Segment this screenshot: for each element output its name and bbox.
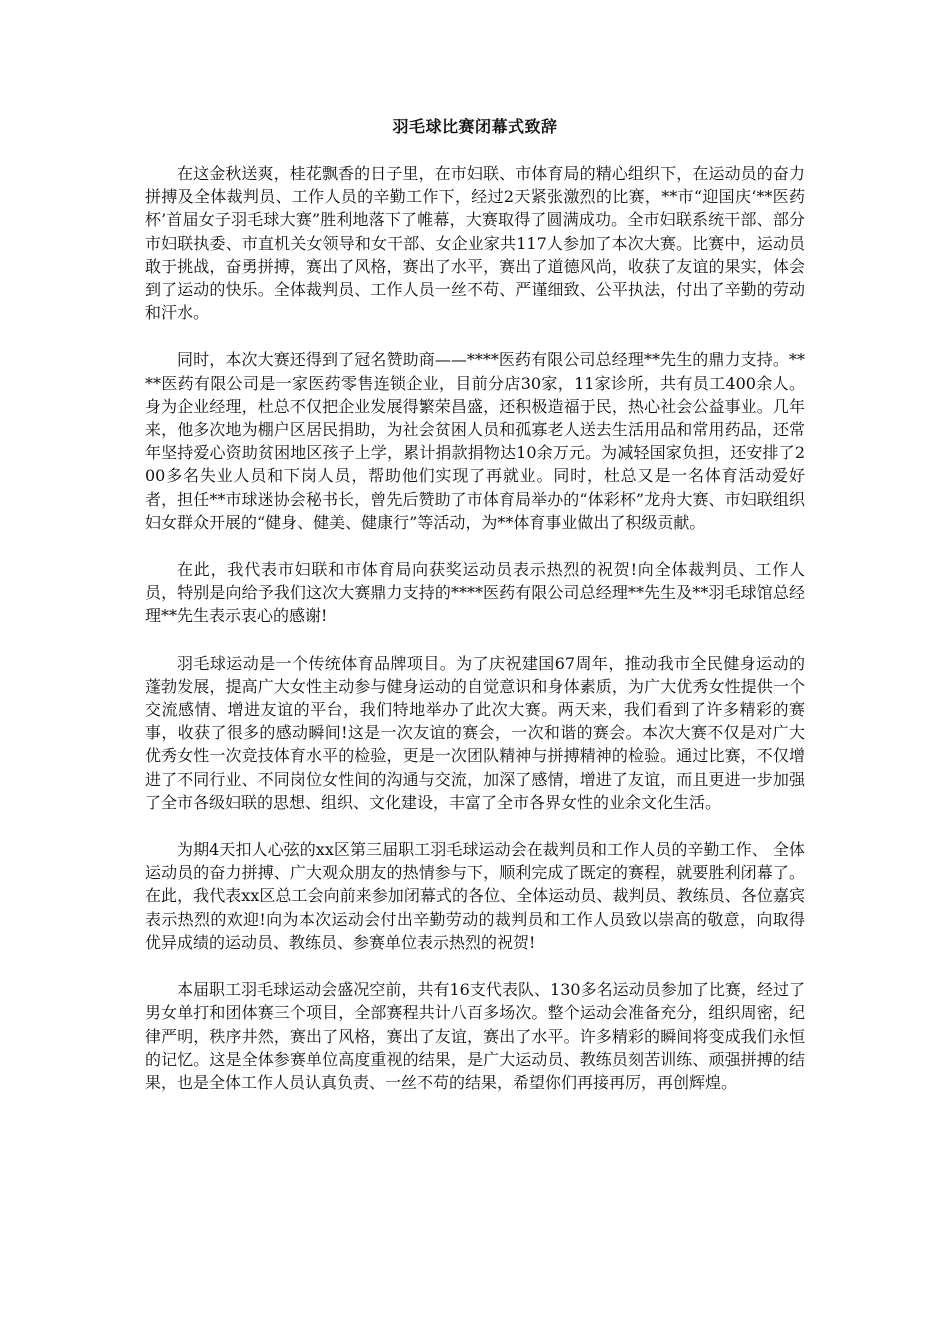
paragraph-significance: 羽毛球运动是一个传统体育品牌项目。为了庆祝建国67周年，推动我市全民健身运动的蓬勃发展，提高广大女性主动参与健身运动的自觉意识和身体素质，为广大优秀女性提供一个交流感情、增进友谊的平台，我们特地举办了此次大赛。两天来，我们看到了许多精彩的赛事，收获了很多的感动瞬间!这是一次友谊的赛会，一次和谐的赛会。本次大赛不仅是对广大优秀女性一次竞技体育水平的检验，更是一次团队精神与拼搏精神的检验。通过比赛，不仅增进了不同行业、不同岗位女性间的沟通与交流，加深了感情，增进了友谊，而且更进一步加强了全市各级妇联的思想、组织、文化建设，丰富了全市各界女性的业余文化生活。 [145, 653, 805, 812]
paragraph-sponsor: 同时，本次大赛还得到了冠名赞助商——****医药有限公司总经理**先生的鼎力支持。****医药有限公司是一家医药零售连锁企业，目前分店30家，11家诊所，共有员工400余人。身为企业经理，杜总不仅把企业发展得繁荣昌盛，还积极造福于民，热心社会公益事业。几年来，他多次地为棚户区居民捐助，为社会贫困人员和孤寡老人送去生活用品和常用药品，还常年坚持爱心资助贫困地区孩子上学，累计捐款捐物达10余万元。为减轻国家负担，还安排了200多名失业人员和下岗人员，帮助他们实现了再就业。同时，杜总又是一名体育活动爱好者，担任**市球迷协会秘书长，曾先后赞助了市体育局举办的“体彩杯”龙舟大赛、市妇联组织妇女群众开展的“健身、健美、健康行”等活动，为**体育事业做出了积级贡献。 [145, 350, 805, 532]
paragraph-thanks: 在此，我代表市妇联和市体育局向获奖运动员表示热烈的祝贺!向全体裁判员、工作人员，特别是向给予我们这次大赛鼎力支持的****医药有限公司总经理**先生及**羽毛球馆总经理**先生表示衷心的感谢! [145, 560, 805, 626]
document-title: 羽毛球比赛闭幕式致辞 [392, 117, 558, 136]
document-body [145, 162, 805, 1118]
paragraph-summary: 本届职工羽毛球运动会盛况空前，共有16支代表队、130多名运动员参加了比赛，经过了男女单打和团体赛三个项目，全部赛程共计八百多场次。整个运动会准备充分，组织周密，纪律严明，秩序井然，赛出了风格，赛出了友谊，赛出了水平。许多精彩的瞬间将变成我们永恒的记忆。这是全体参赛单位高度重视的结果，是广大运动员、教练员刻苦训练、顽强拼搏的结果，也是全体工作人员认真负责、一丝不苟的结果，希望你们再接再厉，再创辉煌。 [145, 980, 805, 1092]
paragraph-opening: 在这金秋送爽，桂花飘香的日子里，在市妇联、市体育局的精心组织下，在运动员的奋力拼搏及全体裁判员、工作人员的辛勤工作下，经过2天紧张激烈的比赛，**市“迎国庆‘**医药杯’首届女子羽毛球大赛”胜利地落下了帷幕，大赛取得了圆满成功。全市妇联系统干部、部分市妇联执委、市直机关女领导和女干部、女企业家共117人参加了本次大赛。比赛中，运动员敢于挑战，奋勇拼搏，赛出了风格，赛出了水平，赛出了道德风尚，收获了友谊的果实，体会到了运动的快乐。全体裁判员、工作人员一丝不苟、严谨细致、公平执法，付出了辛勤的劳动和汗水。 [145, 164, 805, 323]
paragraph-district-games: 为期4天扣人心弦的xx区第三届职工羽毛球运动会在裁判员和工作人员的辛勤工作、 全体运动员的奋力拼搏、广大观众朋友的热情参与下，顺利完成了既定的赛程，就要胜利闭幕了。在此，我代表xx区总工会向前来参加闭幕式的各位、全体运动员、裁判员、教练员、各位嘉宾表示热烈的欢迎!向为本次运动会付出辛勤劳动的裁判员和工作人员致以崇高的敬意，向取得优异成绩的运动员、教练员、参赛单位表示热烈的祝贺! [145, 840, 805, 952]
